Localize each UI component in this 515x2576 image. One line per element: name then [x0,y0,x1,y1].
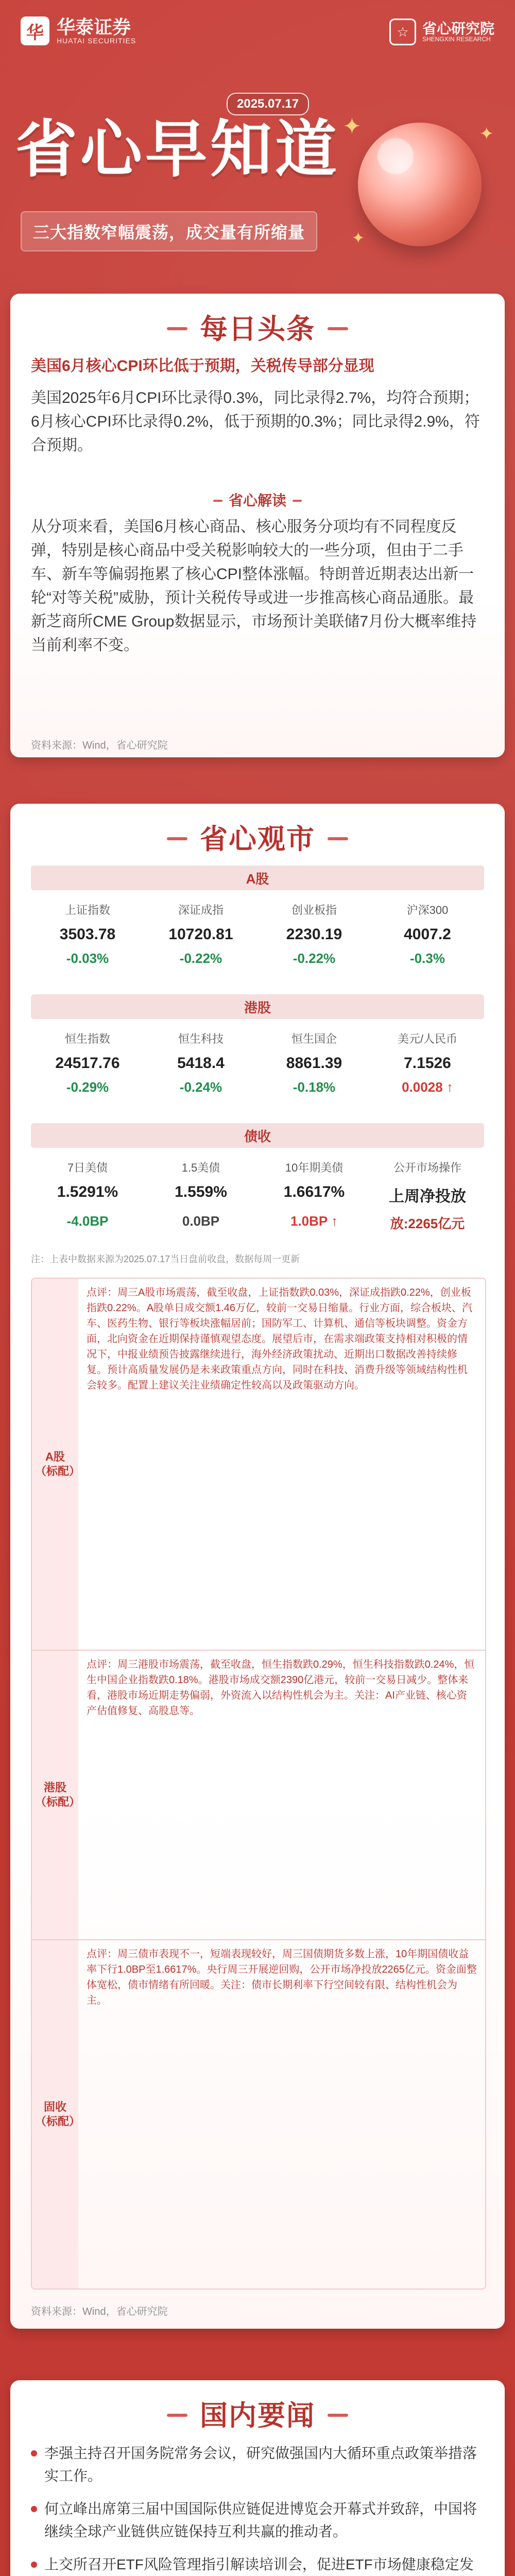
sector-row [32,1650,485,1939]
a-share-value: 4007.2 [404,926,451,943]
section-title [10,2394,505,2433]
news-item: 上交所召开ETF风险管理指引解读培训会，促进ETF市场健康稳定发 [31,2553,484,2576]
sub-title [10,489,505,510]
hk-header: 恒生指数 [64,1032,110,1045]
a-share-value: 10720.81 [168,926,233,943]
a-share-value: 3503.78 [59,926,116,943]
bond-change: 放:2265亿元 [390,1216,465,1231]
daily-analysis: 从分项来看，美国6月核心商品、核心服务分项均有不同程度反弹，特别是核心商品中受关税影响较大的一些分项，但由于二手车、新车等偏弱拖累了核心CPI整体涨幅。特朗普近期表达出新一轮“对等关税”威胁，预计关税传导或进一步推高核心商品通胀。最新芝商所CME Group数据显示，市场预计美联储7月份大概率维持当前利率不变。 [31,518,477,654]
huatai-logo-cn: 华泰证券 [57,16,131,38]
section-title-text: 国内要闻 [167,2394,348,2433]
a-share-band: A股 [31,866,484,890]
bond-value: 上周净投放 [389,1188,466,1205]
sector-label: 固收（标配） [32,1940,78,2289]
hk-value: 8861.39 [286,1055,342,1072]
hk-band: 港股 [31,994,484,1019]
a-share-value: 2230.19 [286,926,342,943]
source-note: 资料来源：Wind，省心研究院 [31,740,168,751]
hero-title: 省心早知道 [15,115,340,184]
hk-change: -0.29% [66,1079,109,1095]
domestic-news-card [10,2380,505,2576]
news-item: 何立峰出席第三届中国国际供应链促进博览会开幕式并致辞，中国将继续全球产业链供应链保持互利共赢的推动者。 [31,2498,484,2543]
date-pill: 2025.07.17 [227,93,309,115]
shengxin-logo-cn: 省心研究院 [422,21,494,37]
sector-label: A股（标配） [32,1279,78,1650]
hk-value: 7.1526 [404,1055,451,1072]
daily-headline: 美国6月核心CPI环比低于预期，关税传导部分显现 [31,358,374,375]
sector-text: 点评：周三债市表现不一，短端表现较好，周三国债期货多数上涨，10年期国债收益率下行1.0BP至1.6617%。央行周三开展逆回购，公开市场净投放2265亿元。资金面整体宽松，债市情绪有所回暖。关注：债市长期利率下行空间较有限、结构性机会为主。 [87,1948,477,2006]
sparkle-icon: ✦ [342,114,362,139]
a-share-header: 创业板指 [291,904,337,917]
bond-change: 0.0BP [182,1213,220,1229]
bond-change: -4.0BP [66,1213,109,1229]
a-share-grid [31,896,484,971]
a-share-change: -0.3% [410,951,445,966]
hk-value: 24517.76 [55,1055,120,1072]
shengxin-logo-text [422,21,494,43]
section-title-text: 省心观市 [167,817,348,857]
bond-header: 7日美债 [67,1161,108,1174]
sector-row [32,1279,485,1650]
hero [0,62,515,278]
a-share-header: 深证成指 [178,904,224,917]
bond-header: 10年期美债 [285,1161,344,1174]
sector-row [32,1939,485,2289]
daily-paragraph: 美国2025年6月CPI环比录得0.3%，同比录得2.7%，均符合预期；6月核心CPI环比录得0.2%，低于预期的0.3%；同比录得2.9%，符合预期。 [31,389,480,454]
huatai-logo-en: HUATAI SECURITIES [57,36,136,45]
hk-change: -0.18% [293,1079,336,1095]
sector-text: 点评：周三港股市场震荡，截至收盘，恒生指数跌0.29%，恒生科技指数跌0.24%，恒生中国企业指数跌0.18%。港股市场成交额2390亿港元，较前一交易日减少。整体来看，港股市场近期走势偏弱，外资流入以结构性机会为主。关注：AI产业链、核心资产估值修复、高股息等。 [87,1659,475,1717]
section-title [10,307,505,347]
hero-illustration [342,113,497,247]
a-share-header: 沪深300 [406,904,449,917]
huatai-logo-text [57,18,136,44]
sector-text: 点评：周三A股市场震荡，截至收盘，上证指数跌0.03%，深证成指跌0.22%，创业板指跌0.22%。A股单日成交额1.46万亿，较前一交易日缩量。行业方面，综合板块、汽车、医药生物、银行等板块涨幅居前；国防军工、计算机、通信等板块调整。资金方面，北向资金在近期保持谨慎观望态度。展望后市，在需求端政策支持相对积极的情况下，中报业绩预告披露继续进行，海外经济政策扰动、近期出口数据改善持续修复。预计高质量发展仍是未来政策重点方向，同时在科技、消费升级等领域结构性机会较多。配置上建议关注业绩确定性较高以及政策驱动方向。 [87,1287,472,1391]
daily-headline-card [10,294,505,757]
hk-change: -0.24% [179,1079,222,1095]
bond-value: 1.559% [175,1183,227,1200]
bond-header: 公开市场操作 [393,1161,461,1174]
bond-change: 1.0BP ↑ [290,1213,338,1229]
hk-header: 恒生科技 [178,1032,224,1045]
sector-label: 港股（标配） [32,1651,78,1939]
market-watch-card [10,804,505,2329]
domestic-list [31,2442,484,2576]
a-share-change: -0.22% [293,951,336,966]
hk-value: 5418.4 [177,1055,225,1072]
bond-value: 1.6617% [283,1183,345,1200]
bond-grid [31,1154,484,1236]
sub-title-text: 省心解读 [213,489,302,510]
hero-subtitle: 三大指数窄幅震荡，成交量有所缩量 [21,211,317,251]
market-note: 注：上表中数据来源为2025.07.17当日盘前收盘，数据每周一更新 [31,1254,300,1264]
huatai-logo [21,16,136,45]
a-share-header: 上证指数 [64,904,110,917]
sphere-graphic [358,123,482,246]
hk-header: 美元/人民币 [397,1032,458,1045]
bond-value: 1.5291% [57,1183,118,1200]
shengxin-logo-en: SHENGXIN RESEARCH [422,36,491,43]
section-title-text: 每日头条 [167,307,348,347]
bond-band: 债收 [31,1123,484,1148]
a-share-change: -0.22% [179,951,222,966]
huatai-mark: 华 [21,16,49,45]
shengxin-logo [389,19,494,45]
sparkle-icon: ✦ [352,230,365,247]
sector-commentary [31,1278,486,2290]
source-note: 资料来源：Wind，省心研究院 [31,2306,168,2317]
section-title [10,817,505,857]
hk-change: 0.0028 ↑ [402,1079,453,1095]
sparkle-icon: ✦ [479,124,494,144]
news-item: 李强主持召开国务院常务会议，研究做强国内大循环重点政策举措落实工作。 [31,2442,484,2487]
bond-header: 1.5美债 [181,1161,220,1174]
hk-header: 恒生国企 [291,1032,337,1045]
hk-grid [31,1025,484,1099]
a-share-change: -0.03% [66,951,109,966]
shengxin-mark: ☆ [389,19,416,45]
